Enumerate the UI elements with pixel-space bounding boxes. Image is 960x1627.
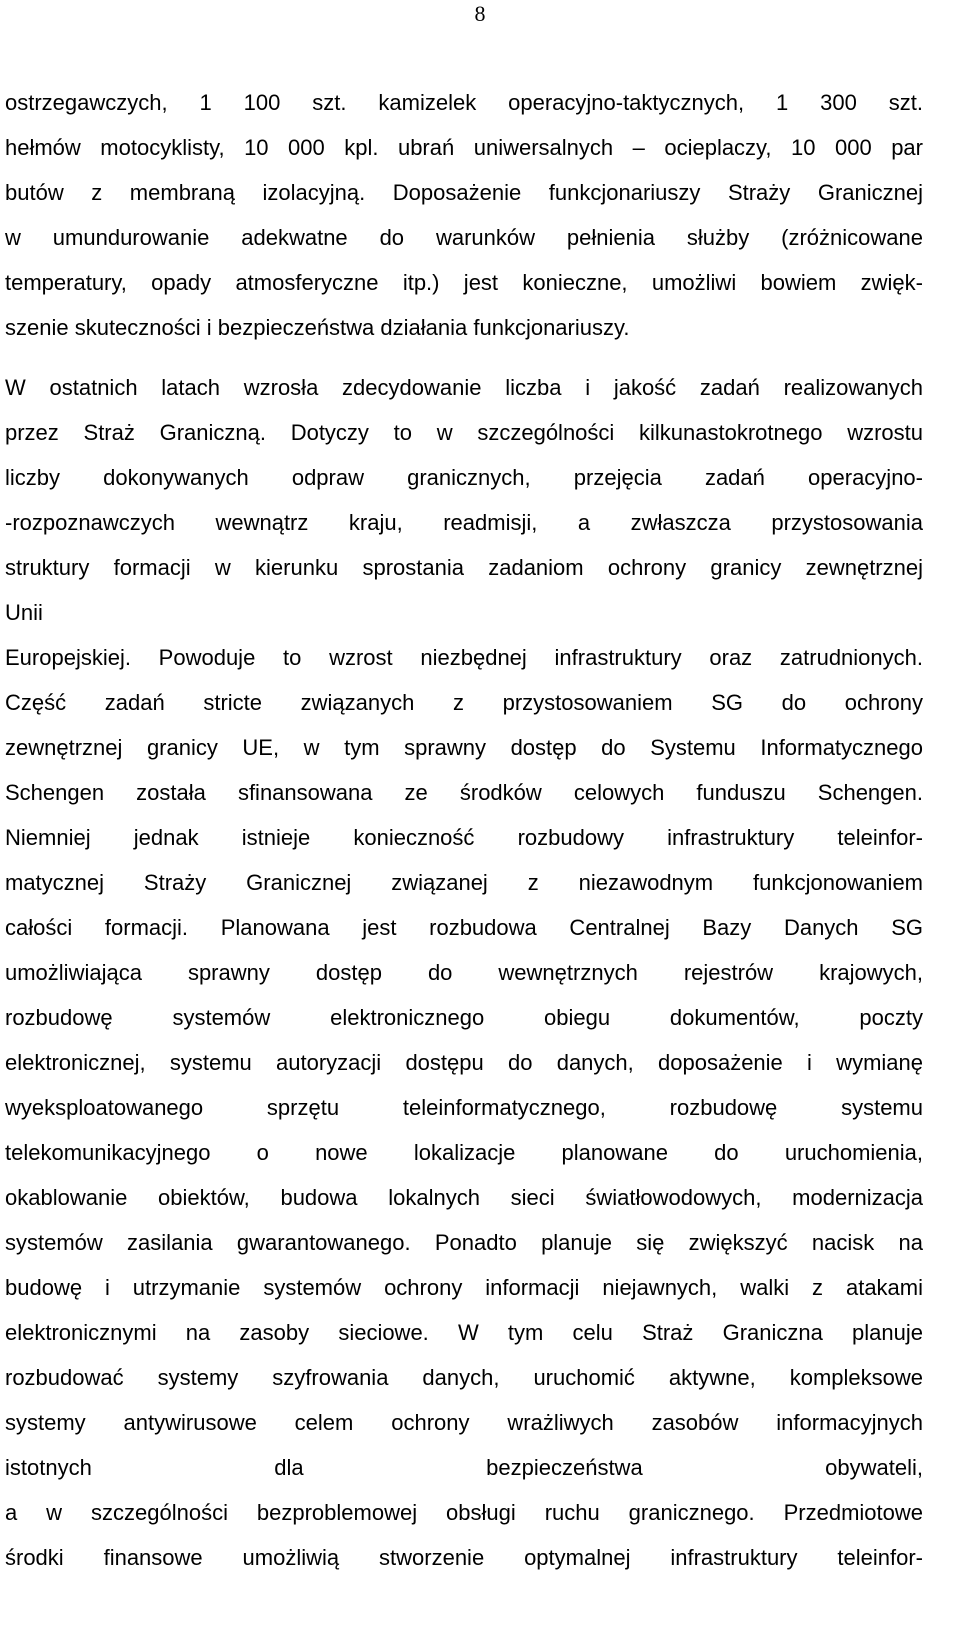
- text-line: przez Straż Graniczną. Dotyczy to w szczególności kilkunastokrotnego wzrostu: [5, 420, 923, 445]
- text-line: Unii: [5, 600, 43, 625]
- text-line: butów z membraną izolacyjną. Doposażenie funkcjonariuszy Straży Granicznej: [5, 180, 923, 205]
- text-line: matycznej Straży Granicznej związanej z niezawodnym funkcjonowaniem: [5, 870, 923, 895]
- text-line: okablowanie obiektów, budowa lokalnych sieci światłowodowych, modernizacja: [5, 1185, 923, 1210]
- text-line: zewnętrznej granicy UE, w tym sprawny dostęp do Systemu Informatycznego: [5, 735, 923, 760]
- paragraph-2: [5, 365, 923, 1580]
- text-line: całości formacji. Planowana jest rozbudowa Centralnej Bazy Danych SG: [5, 915, 923, 940]
- text-line: systemy antywirusowe celem ochrony wrażliwych zasobów informacyjnych: [5, 1410, 923, 1435]
- text-line: hełmów motocyklisty, 10 000 kpl. ubrań uniwersalnych – ocieplaczy, 10 000 par: [5, 135, 923, 160]
- text-line: Europejskiej. Powoduje to wzrost niezbędnej infrastruktury oraz zatrudnionych.: [5, 645, 923, 670]
- text-line: systemów zasilania gwarantowanego. Ponadto planuje się zwiększyć nacisk na: [5, 1230, 923, 1255]
- text-line: temperatury, opady atmosferyczne itp.) jest konieczne, umożliwi bowiem zwięk-: [5, 270, 923, 295]
- text-line: wyeksploatowanego sprzętu teleinformatycznego, rozbudowę systemu: [5, 1095, 923, 1120]
- text-line: ostrzegawczych, 1 100 szt. kamizelek operacyjno-taktycznych, 1 300 szt.: [5, 90, 923, 115]
- text-line: środki finansowe umożliwią stworzenie optymalnej infrastruktury teleinfor-: [5, 1545, 923, 1570]
- text-line: Część zadań stricte związanych z przystosowaniem SG do ochrony: [5, 690, 923, 715]
- page-number: 8: [474, 1, 486, 26]
- text-line: -rozpoznawczych wewnątrz kraju, readmisji, a zwłaszcza przystosowania: [5, 510, 923, 535]
- text-line: W ostatnich latach wzrosła zdecydowanie liczba i jakość zadań realizowanych: [5, 375, 923, 400]
- text-line: elektronicznej, systemu autoryzacji dostępu do danych, doposażenie i wymianę: [5, 1050, 923, 1075]
- paragraph-1: [5, 80, 923, 350]
- text-line: rozbudowę systemów elektronicznego obiegu dokumentów, poczty: [5, 1005, 923, 1030]
- text-line: rozbudować systemy szyfrowania danych, uruchomić aktywne, kompleksowe: [5, 1365, 923, 1390]
- text-line: telekomunikacyjnego o nowe lokalizacje planowane do uruchomienia,: [5, 1140, 923, 1165]
- text-line: w umundurowanie adekwatne do warunków pełnienia służby (zróżnicowane: [5, 225, 923, 250]
- text-line: a w szczególności bezproblemowej obsługi ruchu granicznego. Przedmiotowe: [5, 1500, 923, 1525]
- text-line: umożliwiająca sprawny dostęp do wewnętrznych rejestrów krajowych,: [5, 960, 923, 985]
- text-line: elektronicznymi na zasoby sieciowe. W tym celu Straż Graniczna planuje: [5, 1320, 923, 1345]
- text-line: Schengen została sfinansowana ze środków celowych funduszu Schengen.: [5, 780, 923, 805]
- text-line: istotnych dla bezpieczeństwa obywateli,: [5, 1455, 923, 1480]
- text-line: Niemniej jednak istnieje konieczność rozbudowy infrastruktury teleinfor-: [5, 825, 923, 850]
- text-line: budowę i utrzymanie systemów ochrony informacji niejawnych, walki z atakami: [5, 1275, 923, 1300]
- text-line: struktury formacji w kierunku sprostania zadaniom ochrony granicy zewnętrznej: [5, 555, 923, 580]
- text-line: liczby dokonywanych odpraw granicznych, przejęcia zadań operacyjno-: [5, 465, 923, 490]
- text-line: szenie skuteczności i bezpieczeństwa działania funkcjonariuszy.: [5, 315, 630, 340]
